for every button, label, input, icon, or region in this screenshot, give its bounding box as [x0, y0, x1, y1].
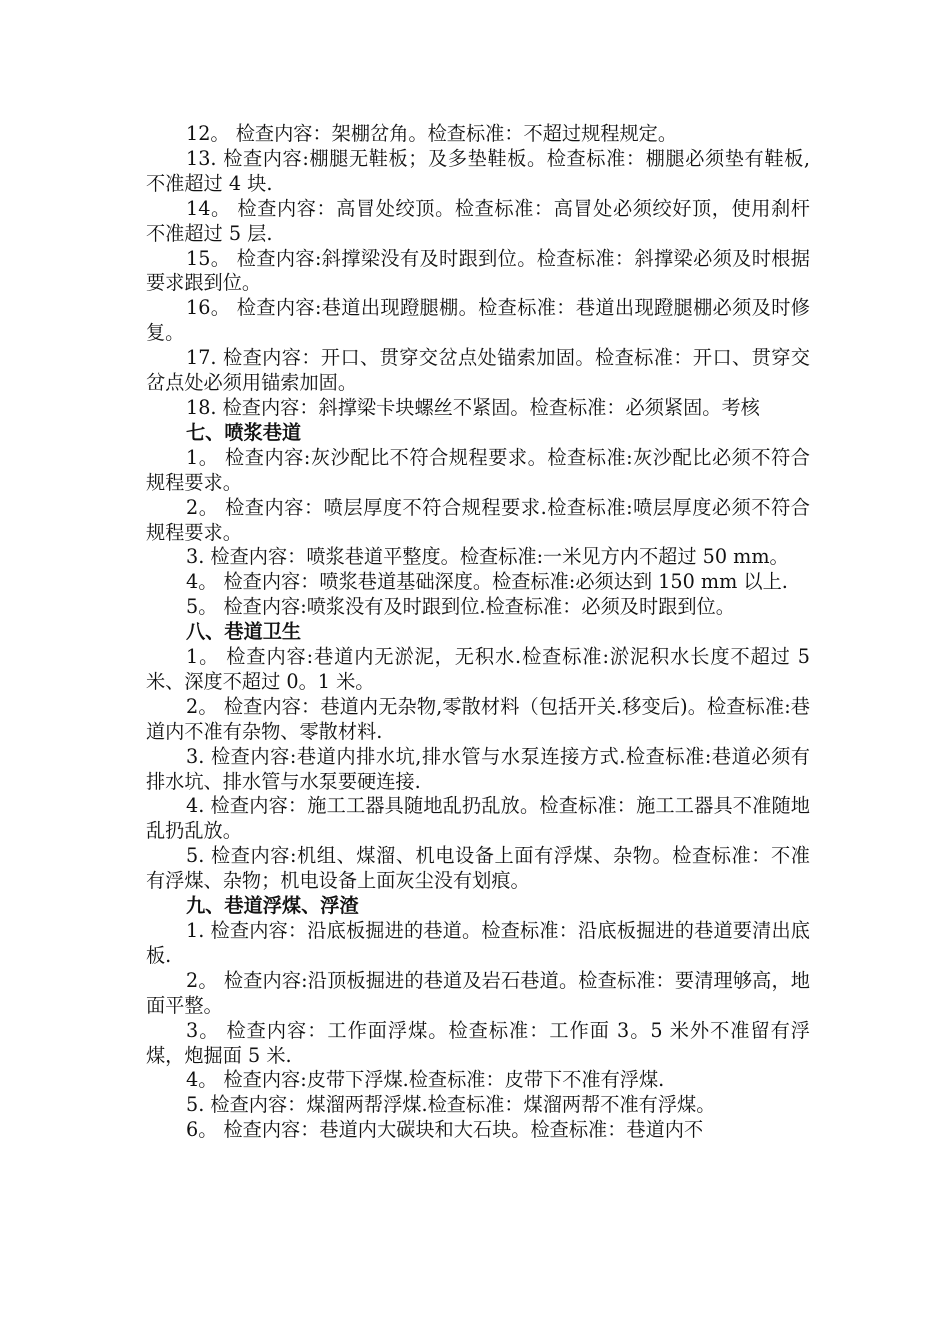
paragraph: 2。 检查内容:沿顶板掘进的巷道及岩石巷道。检查标准：要清理够高，地面平整。	[146, 968, 810, 1017]
paragraph: 4。 检查内容:皮带下浮煤.检查标准：皮带下不准有浮煤.	[186, 1068, 665, 1092]
paragraph: 13. 检查内容:棚腿无鞋板；及多垫鞋板。检查标准：棚腿必须垫有鞋板,不准超过 4 块.	[146, 146, 810, 195]
paragraph: 3。 检查内容：工作面浮煤。检查标准：工作面 3。5 米外不准留有浮煤，炮掘面 5 米.	[146, 1018, 810, 1067]
paragraph: 12。 检查内容：架棚岔角。检查标准：不超过规程规定。	[186, 122, 678, 145]
section-heading: 七、喷浆巷道	[186, 420, 302, 444]
paragraph: 5. 检查内容:机组、煤溜、机电设备上面有浮煤、杂物。检查标准：不准有浮煤、杂物；机电设备上面灰尘没有划痕。	[146, 844, 810, 893]
paragraph: 1。 检查内容:巷道内无淤泥，无积水.检查标准:淤泥积水长度不超过 5 米、深度不超过 0。1 米。	[146, 645, 810, 693]
paragraph: 6。 检查内容：巷道内大碳块和大石块。检查标准：巷道内不	[186, 1118, 704, 1142]
paragraph: 15。 检查内容:斜撑梁没有及时跟到位。检查标准：斜撑梁必须及时根据要求跟到位。	[146, 246, 810, 295]
paragraph: 5. 检查内容：煤溜两帮浮煤.检查标准：煤溜两帮不准有浮煤。	[186, 1093, 716, 1117]
paragraph: 4。 检查内容：喷浆巷道基础深度。检查标准:必须达到 150 mm 以上.	[186, 570, 788, 594]
document-page	[146, 122, 810, 1143]
paragraph: 16。 检查内容:巷道出现蹬腿棚。检查标准：巷道出现蹬腿棚必须及时修复。	[146, 296, 810, 345]
paragraph: 3. 检查内容：喷浆巷道平整度。检查标准:一米见方内不超过 50 mm。	[186, 545, 789, 569]
paragraph: 18. 检查内容：斜撑梁卡块螺丝不紧固。检查标准：必须紧固。考核	[186, 395, 760, 419]
section-heading: 八、巷道卫生	[186, 620, 302, 644]
section-heading: 九、巷道浮煤、浮渣	[186, 894, 359, 918]
paragraph: 1。 检查内容:灰沙配比不符合规程要求。检查标准:灰沙配比必须不符合规程要求。	[146, 445, 810, 494]
paragraph: 14。 检查内容：高冒处绞顶。检查标准：高冒处必须绞好顶，使用刹杆不准超过 5 层.	[146, 196, 810, 245]
paragraph: 17. 检查内容：开口、贯穿交岔点处锚索加固。检查标准：开口、贯穿交岔点处必须用锚索加固。	[146, 346, 810, 395]
paragraph: 3. 检查内容:巷道内排水坑,排水管与水泵连接方式.检查标准:巷道必须有排水坑、排水管与水泵要硬连接.	[146, 744, 810, 793]
paragraph: 1. 检查内容：沿底板掘进的巷道。检查标准：沿底板掘进的巷道要清出底板.	[146, 919, 810, 967]
paragraph: 4. 检查内容：施工工器具随地乱扔乱放。检查标准：施工工器具不准随地乱扔乱放。	[146, 794, 810, 843]
paragraph: 2。 检查内容：喷层厚度不符合规程要求.检查标准:喷层厚度必须不符合规程要求。	[146, 495, 810, 544]
paragraph: 2。 检查内容：巷道内无杂物,零散材料（包括开关.移变后)。检查标准:巷道内不准有杂物、零散材料.	[146, 694, 810, 743]
paragraph: 5。 检查内容:喷浆没有及时跟到位.检查标准：必须及时跟到位。	[186, 595, 735, 619]
